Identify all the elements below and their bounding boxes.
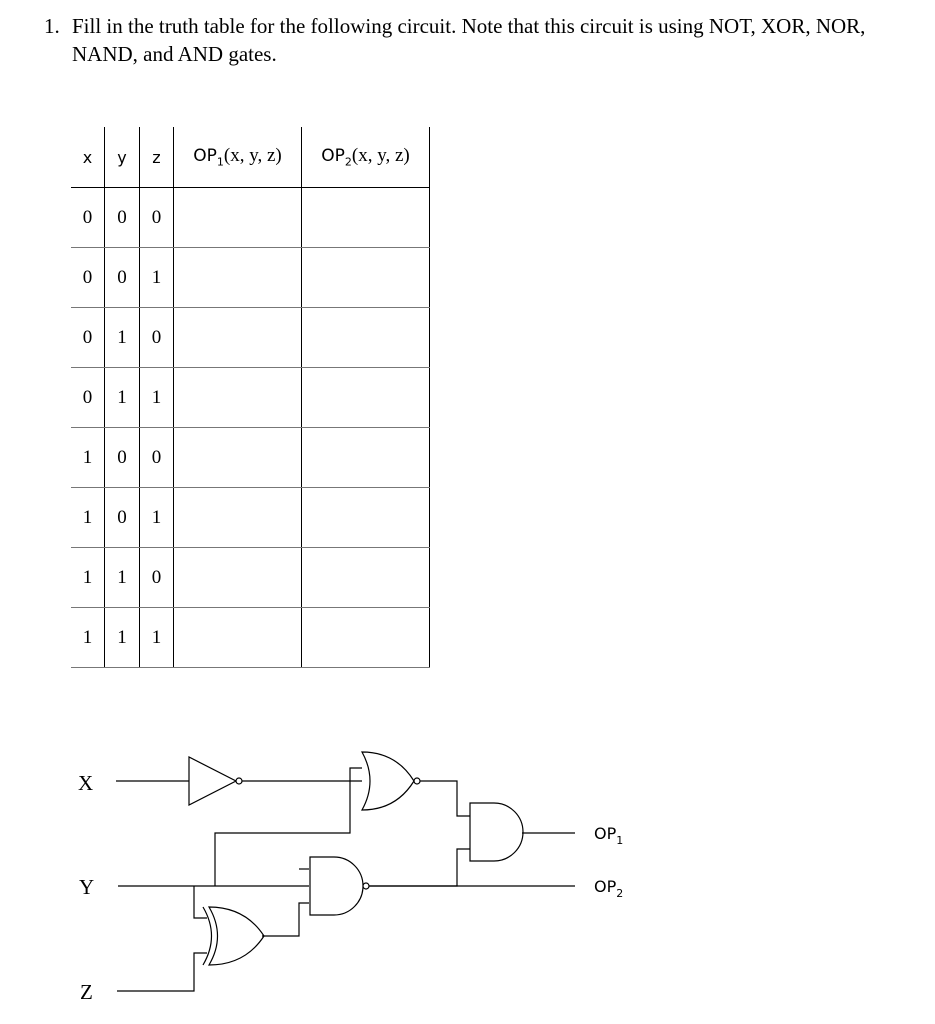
input-label-y: Y — [79, 875, 95, 899]
header-op1: $OP_1(x$, y, z) — [174, 127, 302, 188]
output-label-op1: $OP_1$ — [594, 824, 624, 847]
header-op2: $OP_2(x$, y, z) — [302, 127, 430, 188]
cell-x: 1 — [71, 548, 105, 608]
cell-y: 0 — [105, 188, 140, 248]
nor-gate — [362, 752, 420, 810]
cell-z: 0 — [140, 188, 174, 248]
cell-y: 1 — [105, 608, 140, 668]
problem-text: Fill in the truth table for the following circuit. Note that this circuit is using NOT, XOR, NOR, NAND, and AND gates. — [72, 14, 866, 66]
cell-x: 1 — [71, 428, 105, 488]
output-label-op2: $OP_2$ — [594, 877, 624, 900]
input-label-x: X — [78, 771, 94, 795]
wires — [116, 768, 575, 991]
cell-x: 0 — [71, 248, 105, 308]
cell-y: 1 — [105, 368, 140, 428]
cell-y: 1 — [105, 548, 140, 608]
cell-x: 0 — [71, 188, 105, 248]
problem-number: 1. — [44, 14, 60, 38]
cell-y: 0 — [105, 428, 140, 488]
header-y: y — [105, 127, 140, 188]
cell-y: 0 — [105, 248, 140, 308]
cell-y: 1 — [105, 308, 140, 368]
and-gate — [470, 803, 523, 861]
cell-z: 1 — [140, 608, 174, 668]
cell-z: 1 — [140, 248, 174, 308]
cell-x: 0 — [71, 308, 105, 368]
cell-z: 0 — [140, 308, 174, 368]
cell-z: 1 — [140, 368, 174, 428]
cell-x: 0 — [71, 368, 105, 428]
cell-z: 1 — [140, 488, 174, 548]
cell-z: 0 — [140, 428, 174, 488]
cell-y: 0 — [105, 488, 140, 548]
header-x: x — [71, 127, 105, 188]
not-gate — [189, 757, 242, 805]
nand-gate — [310, 857, 369, 915]
xor-gate — [203, 907, 264, 965]
cell-x: 1 — [71, 608, 105, 668]
header-z: z — [140, 127, 174, 188]
input-label-z: Z — [80, 980, 93, 1004]
cell-z: 0 — [140, 548, 174, 608]
cell-x: 1 — [71, 488, 105, 548]
